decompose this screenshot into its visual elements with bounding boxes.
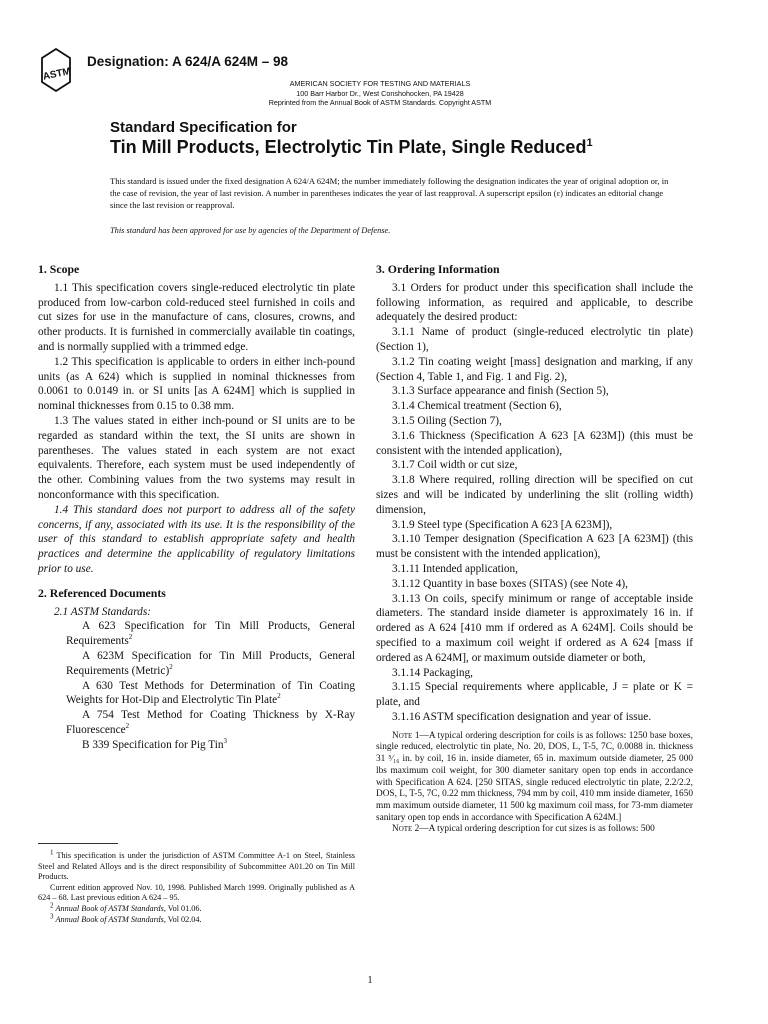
reference-item: A 630 Test Methods for Determination of Tin Coating Weights for Hot-Dip and Electrolytic Tin Plate$^2$ <box>66 679 355 707</box>
list-item: 3.1.7 Coil width or cut size, <box>392 459 518 472</box>
paragraph-1-3: 1.3 The values stated in either inch-pound or SI units are to be regarded as standard within the text, the SI units are shown in parentheses. The values stated in each system are not exact equivalents. Therefore, each system must be used independently of the other. Combining values from the two systems may result in nonconformance with this specification. <box>38 414 355 501</box>
list-item: 3.1.15 Special requirements where applicable, J = plate or K = plate, and <box>376 681 693 709</box>
reference-item: A 754 Test Method for Coating Thickness by X-Ray Fluorescence$^2$ <box>66 709 355 736</box>
document-title <box>110 137 593 158</box>
paragraph-3-1: 3.1 Orders for product under this specification shall include the following information, as required and applicable, to describe adequately the desired product: <box>376 281 693 324</box>
paragraph-1-2: 1.2 This specification is applicable to orders in either inch-pound units (as A 624) which is supplied in nominal thicknesses from 0.0061 to 0.0149 in. or SI units [as A 624M] which is supplied in nominal thicknesses from 0.15 to 0.38 mm. <box>38 355 355 413</box>
title-prefix: Standard Specification for <box>110 119 297 136</box>
astm-logo <box>40 48 72 92</box>
section-heading-referenced-documents: 2. Referenced Documents <box>38 585 166 600</box>
list-item: 3.1.10 Temper designation (Specification A 623 [A 623M]) (this must be consistent with the intended application), <box>376 533 693 561</box>
note-2: Note 2—A typical ordering description for cut sizes is as follows: 500 <box>392 824 655 835</box>
reference-item: B 339 Specification for Pig Tin$^3$ <box>82 736 228 751</box>
list-item: 3.1.2 Tin coating weight [mass] designation and marking, if any (Section 4, Table 1, and Fig. 1 and Fig. 2), <box>376 355 693 383</box>
list-item: 3.1.12 Quantity in base boxes (SITAS) (see Note 4), <box>392 577 628 590</box>
list-item: 3.1.4 Chemical treatment (Section 6), <box>392 400 562 413</box>
list-item: 3.1.16 ASTM specification designation and year of issue. <box>392 710 652 723</box>
issuance-note: This standard is issued under the fixed designation A 624/A 624M; the number immediately following the designation indicates the year of original adoption or, in the case of revision, the year of last revision. A number in parentheses indicates the year of last reapproval. A superscript epsilon (ε) indicates an editorial change since the last revision or reapproval. <box>110 176 669 210</box>
document-title-text: Tin Mill Products, Electrolytic Tin Plate, Single Reduced <box>110 137 587 157</box>
reference-item: A 623 Specification for Tin Mill Products, General Requirements$^2$ <box>66 620 355 648</box>
list-item: 3.1.13 On coils, specify minimum or range of acceptable inside diameters. The standard inside diameter is approximately 16 in. if ordered as A 624 [410 mm if ordered as A 624M]. Coils should be specified to a maximum coil weight if ordered as A 624 [mass if ordered as A 624M], or maximum outside diameter or both, <box>376 592 693 664</box>
society-address: 100 Barr Harbor Dr., West Conshohocken, PA 19428 <box>296 88 464 98</box>
reprint-notice: Reprinted from the Annual Book of ASTM Standards. Copyright ASTM <box>268 98 492 108</box>
reference-item: A 623M Specification for Tin Mill Products, General Requirements (Metric)$^2$ <box>66 649 355 677</box>
section-heading-ordering-information: 3. Ordering Information <box>376 262 500 276</box>
list-item: 3.1.3 Surface appearance and finish (Section 5), <box>392 385 609 398</box>
footnote-2: $^2$ Annual Book of ASTM Standards, Vol 01.06. <box>50 901 202 913</box>
list-item: 3.1.5 Oiling (Section 7), <box>392 414 502 427</box>
list-item: 3.1.9 Steel type (Specification A 623 [A 623M]), <box>392 518 613 531</box>
dod-notice: This standard has been approved for use by agencies of the Department of Defense. <box>110 226 391 235</box>
paragraph-1-4: 1.4 This standard does not purport to address all of the safety concerns, if any, associated with its use. It is the responsibility of the user of this standard to establish appropriate safety and health practices and determine the applicability of regulatory limitations prior to use. <box>38 503 355 575</box>
list-item: 3.1.14 Packaging, <box>392 666 473 679</box>
list-item: 3.1.11 Intended application, <box>392 562 519 575</box>
list-item: 3.1.8 Where required, rolling direction will be specified on cut sizes and will be indicated by underlining the slit (rolling width) dimension, <box>376 474 693 516</box>
designation: Designation: A 624/A 624M – 98 <box>87 54 289 69</box>
society-info <box>200 79 560 108</box>
svg-text:ASTM: ASTM <box>41 66 72 83</box>
footnote-1-edition: Current edition approved Nov. 10, 1998. Published March 1999. Originally published as A 624 – 68. Last previous edition A 624 – 95. <box>38 882 355 903</box>
footnote-3: $^3$ Annual Book of ASTM Standards, Vol 02.04. <box>50 911 202 924</box>
astm-standards-label: 2.1 ASTM Standards: <box>54 605 151 618</box>
title-footnote-ref: 1 <box>586 137 593 149</box>
society-name: AMERICAN SOCIETY FOR TESTING AND MATERIALS <box>289 79 471 88</box>
page-number: 1 <box>367 975 373 986</box>
paragraph-1-1: 1.1 This specification covers single-reduced electrolytic tin plate produced from low-carbon cold-reduced steel furnished in coils and cut sizes for use in the manufacture of cans, closures, crowns, and other products. It is furnished in commercially available tin coatings, and is normally supplied with a trimmed edge. <box>38 281 355 353</box>
left-column <box>38 262 355 753</box>
list-item: 3.1.1 Name of product (single-reduced electrolytic tin plate) (Section 1), <box>376 326 693 353</box>
section-heading-scope: 1. Scope <box>38 262 80 276</box>
footnotes <box>38 848 355 925</box>
footnote-1: $^1$ This specification is under the jurisdiction of ASTM Committee A-1 on Steel, Stainless Steel and Related Alloys and is the direct responsibility of Subcommittee A01.20 on Tin Mill Products. <box>38 848 355 882</box>
right-column <box>376 262 693 836</box>
list-item: 3.1.6 Thickness (Specification A 623 [A 623M]) (this must be consistent with the intended application), <box>376 429 693 457</box>
footnote-divider <box>38 843 118 844</box>
note-1: Note 1—A typical ordering description for coils is as follows: 1250 base boxes, single reduced, electrolytic tin plate, No. 20, DOS, L, T-5, 7C, 0.0088 in. thickness 31 ⁵⁄₁₆ in. by coil, 16 in. inside diameter, 65 in. maximum outside diameter, 25 000 lbs maximum coil weight, for 300 diameter sanitary open top ends in accordance with Specification A 624. [250 SITAS, single reduced electrolytic tin plate, 2.2/2.2, DOS, L, T-5, 7C, 0.22 mm thickness, 794 mm by coil, 410 mm inside diameter, 1650 mm maximum outside diameter, 11 500 kg maximum coil mass, for 73-mm diameter sanitary open top ends in accordance with Specification A 624M.] <box>376 730 693 823</box>
